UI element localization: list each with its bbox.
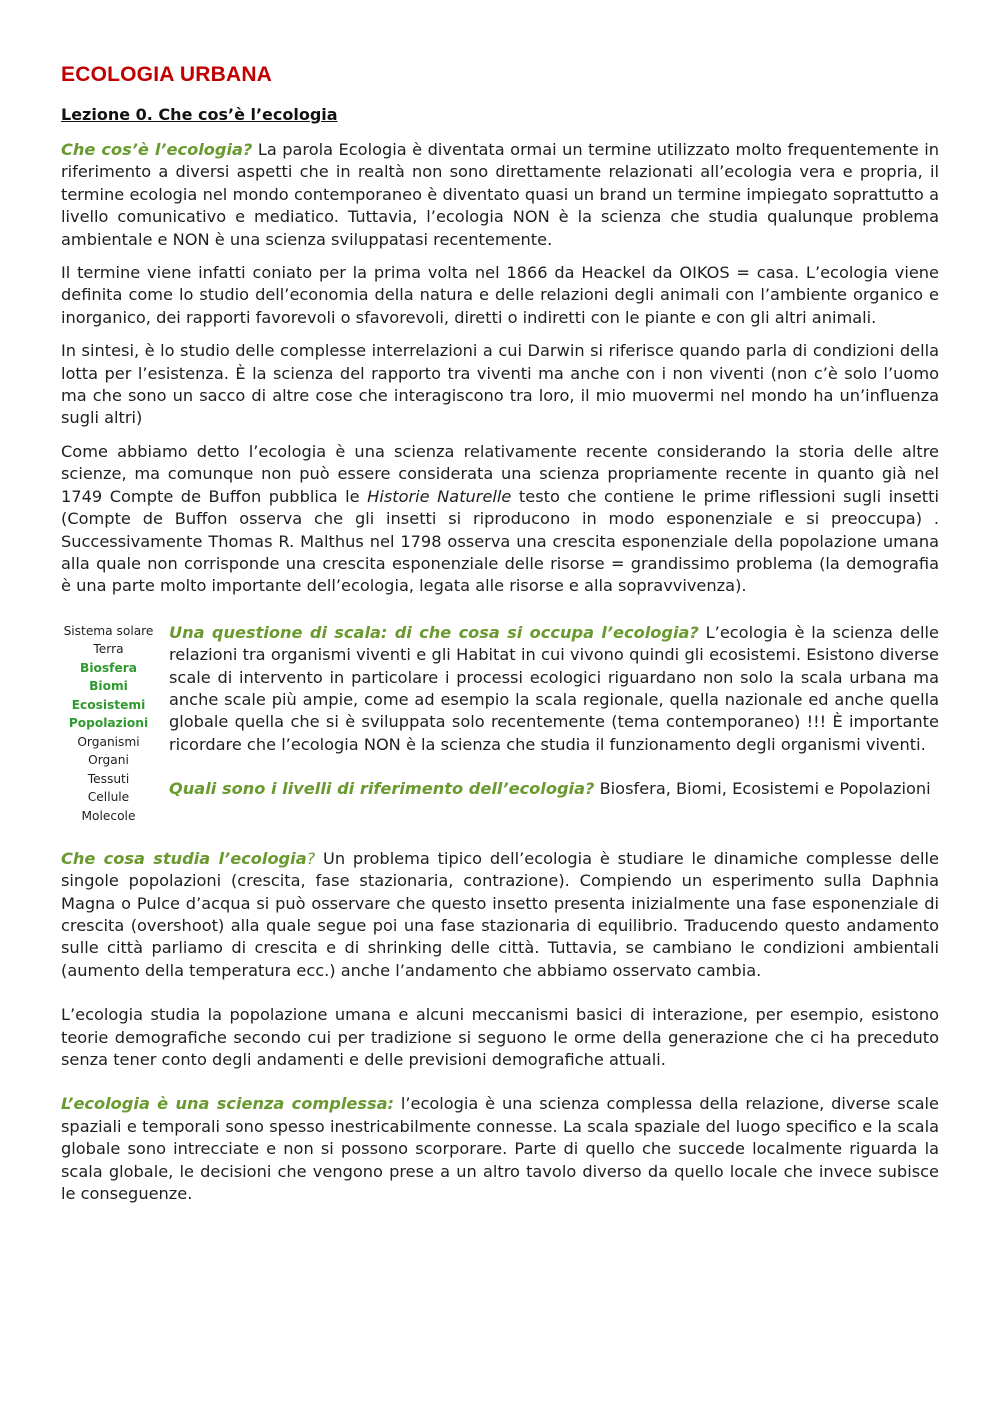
document-page bbox=[61, 60, 939, 1205]
document-title: ECOLOGIA URBANA bbox=[61, 63, 273, 86]
scale-level-item: Organi bbox=[88, 753, 129, 768]
scale-level-item: Ecosistemi bbox=[71, 697, 146, 712]
paragraph-complex-science bbox=[61, 1093, 939, 1205]
scale-level-item: Sistema solare bbox=[63, 623, 154, 638]
lead-question: Quali sono i livelli di riferimento dell’ecologia? bbox=[169, 779, 595, 799]
scale-section bbox=[61, 622, 939, 827]
paragraph-history bbox=[61, 441, 939, 598]
scale-level-item: Popolazioni bbox=[68, 716, 149, 731]
scale-level-item: Tessuti bbox=[87, 771, 130, 786]
scale-level-item: Organismi bbox=[77, 734, 140, 749]
paragraph-summary: In sintesi, è lo studio delle complesse interrelazioni a cui Darwin si riferisce quando parla di condizioni della lotta per l’esistenza. È la scienza del rapporto tra viventi ma anche con i non viventi (non c’è solo l’uomo ma che sono un sacco di altre cose che interagiscono tra loro, il mio muovermi nel mondo ha un’influenza sugli altri) bbox=[61, 341, 939, 428]
paragraph-human-population: L’ecologia studia la popolazione umana e alcuni meccanismi basici di interazione, per esempio, esistono teorie demografiche secondo cui per tradizione si seguono le orme della generazione che ci ha preceduto senza tener conto degli andamenti e delle previsioni demografiche attuali. bbox=[61, 1005, 939, 1069]
lead-question: L’ecologia è una scienza complessa: bbox=[61, 1094, 395, 1114]
scale-level-item: Molecole bbox=[81, 808, 136, 823]
paragraph-text: Biosfera, Biomi, Ecosistemi e Popolazioni bbox=[594, 779, 931, 799]
paragraph-text: Come abbiamo detto l’ecologia è una scienza relativamente recente considerando la storia delle altre scienze, ma comunque non può essere considerata una scienza propriamente recente in quanto già nel 1749 Compte de Buffon pubblica le bbox=[61, 441, 939, 506]
scale-level-item: Biosfera bbox=[80, 660, 137, 675]
paragraph-scale-question bbox=[169, 622, 939, 756]
question-mark: ? bbox=[306, 848, 316, 868]
paragraph-levels-question bbox=[169, 778, 939, 800]
paragraph-text: La parola Ecologia è diventata ormai un termine utilizzato molto frequentemente in riferimento a diversi aspetti che in realtà non sono direttamente relazionati all’ecologia vera e propria, il termine ecologia nel mondo contemporaneo è diventato quasi un brand un termine impiegato soprattutto a livello comunicativo e mediatico. Tuttavia, l’ecologia NON è la scienza che studia qualunque problema ambientale e NON è una scienza sviluppatasi recentemente. bbox=[61, 140, 939, 249]
paragraph-what-it-studies bbox=[61, 848, 939, 982]
lesson-heading: Lezione 0. Che cos’è l’ecologia bbox=[61, 105, 338, 124]
paragraph-what-is-ecology bbox=[61, 139, 939, 251]
paragraph-text: L’ecologia è la scienza delle relazioni tra organismi viventi e gli Habitat in cui vivono quindi gli ecosistemi. Esistono diverse scale di intervento in particolare i processi ecologici riguardano non solo la scala urbana ma anche scale più ampie, come ad esempio la scala regionale, quella nazionale ed anche quella globale quella che si è sviluppata solo recentemente (tema contemporaneo) !!! È importante ricordare che l’ecologia NON è la scienza che studia il funzionamento degli organismi viventi. bbox=[169, 622, 939, 754]
scale-level-item: Terra bbox=[93, 642, 124, 657]
scale-text bbox=[169, 622, 939, 801]
book-title: Historie Naturelle bbox=[367, 486, 512, 506]
paragraph-origin: Il termine viene infatti coniato per la prima volta nel 1866 da Heackel da OIKOS = casa. L’ecologia viene definita come lo studio dell’economia della natura e delle relazioni degli animali con l’ambiente organico e inorganico, dei rapporti favorevoli o sfavorevoli, diretti o indiretti con le piante e con gli altri animali. bbox=[61, 263, 939, 327]
scale-level-item: Biomi bbox=[89, 679, 128, 694]
scale-levels-list bbox=[61, 622, 156, 826]
paragraph-text: l’ecologia è una scienza complessa della relazione, diverse scale spaziali e temporali sono spesso inestricabilmente connesse. La scala spaziale del luogo specifico e la scala globale sono intrecciate e non si possono scorporare. Parte di quello che succede localmente riguarda la scala globale, le decisioni che vengono prese a un altro tavolo diverso da quello locale che invece subisce le conseguenze. bbox=[61, 1094, 939, 1203]
paragraph-text: testo che contiene le prime riflessioni sugli insetti (Compte de Buffon osserva che gli insetti si riproducono in modo esponenziale e si preoccupa) . Successivamente Thomas R. Malthus nel 1798 osserva una crescita esponenziale della popolazione umana alla quale non corrisponde una crescita esponenziale delle risorse = grandissimo problema (la demografia è una parte molto importante dell’ecologia, legata alle risorse e alla sopravvivenza). bbox=[61, 486, 939, 596]
lead-question: Una questione di scala: di che cosa si occupa l’ecologia? bbox=[169, 622, 699, 642]
paragraph-text: Un problema tipico dell’ecologia è studiare le dinamiche complesse delle singole popolazioni (crescita, fase stazionaria, contrazione). Compiendo un esperimento sulla Daphnia Magna o Pulce d’acqua si può osservare che questo insetto presenta inizialmente una fase esponenziale di crescita (overshoot) alla quale segue poi una fase stazionaria di equilibrio. Traducendo questo andamento sulle città parliamo di crescita e di shrinking delle città. Tuttavia, se cambiano le condizioni ambientali (aumento della temperatura ecc.) anche l’andamento che abbiamo osservato cambia. bbox=[61, 848, 939, 980]
lead-question: Che cos’è l’ecologia? bbox=[61, 140, 253, 159]
scale-level-item: Cellule bbox=[87, 790, 130, 805]
lead-question: Che cosa studia l’ecologia bbox=[61, 848, 307, 868]
